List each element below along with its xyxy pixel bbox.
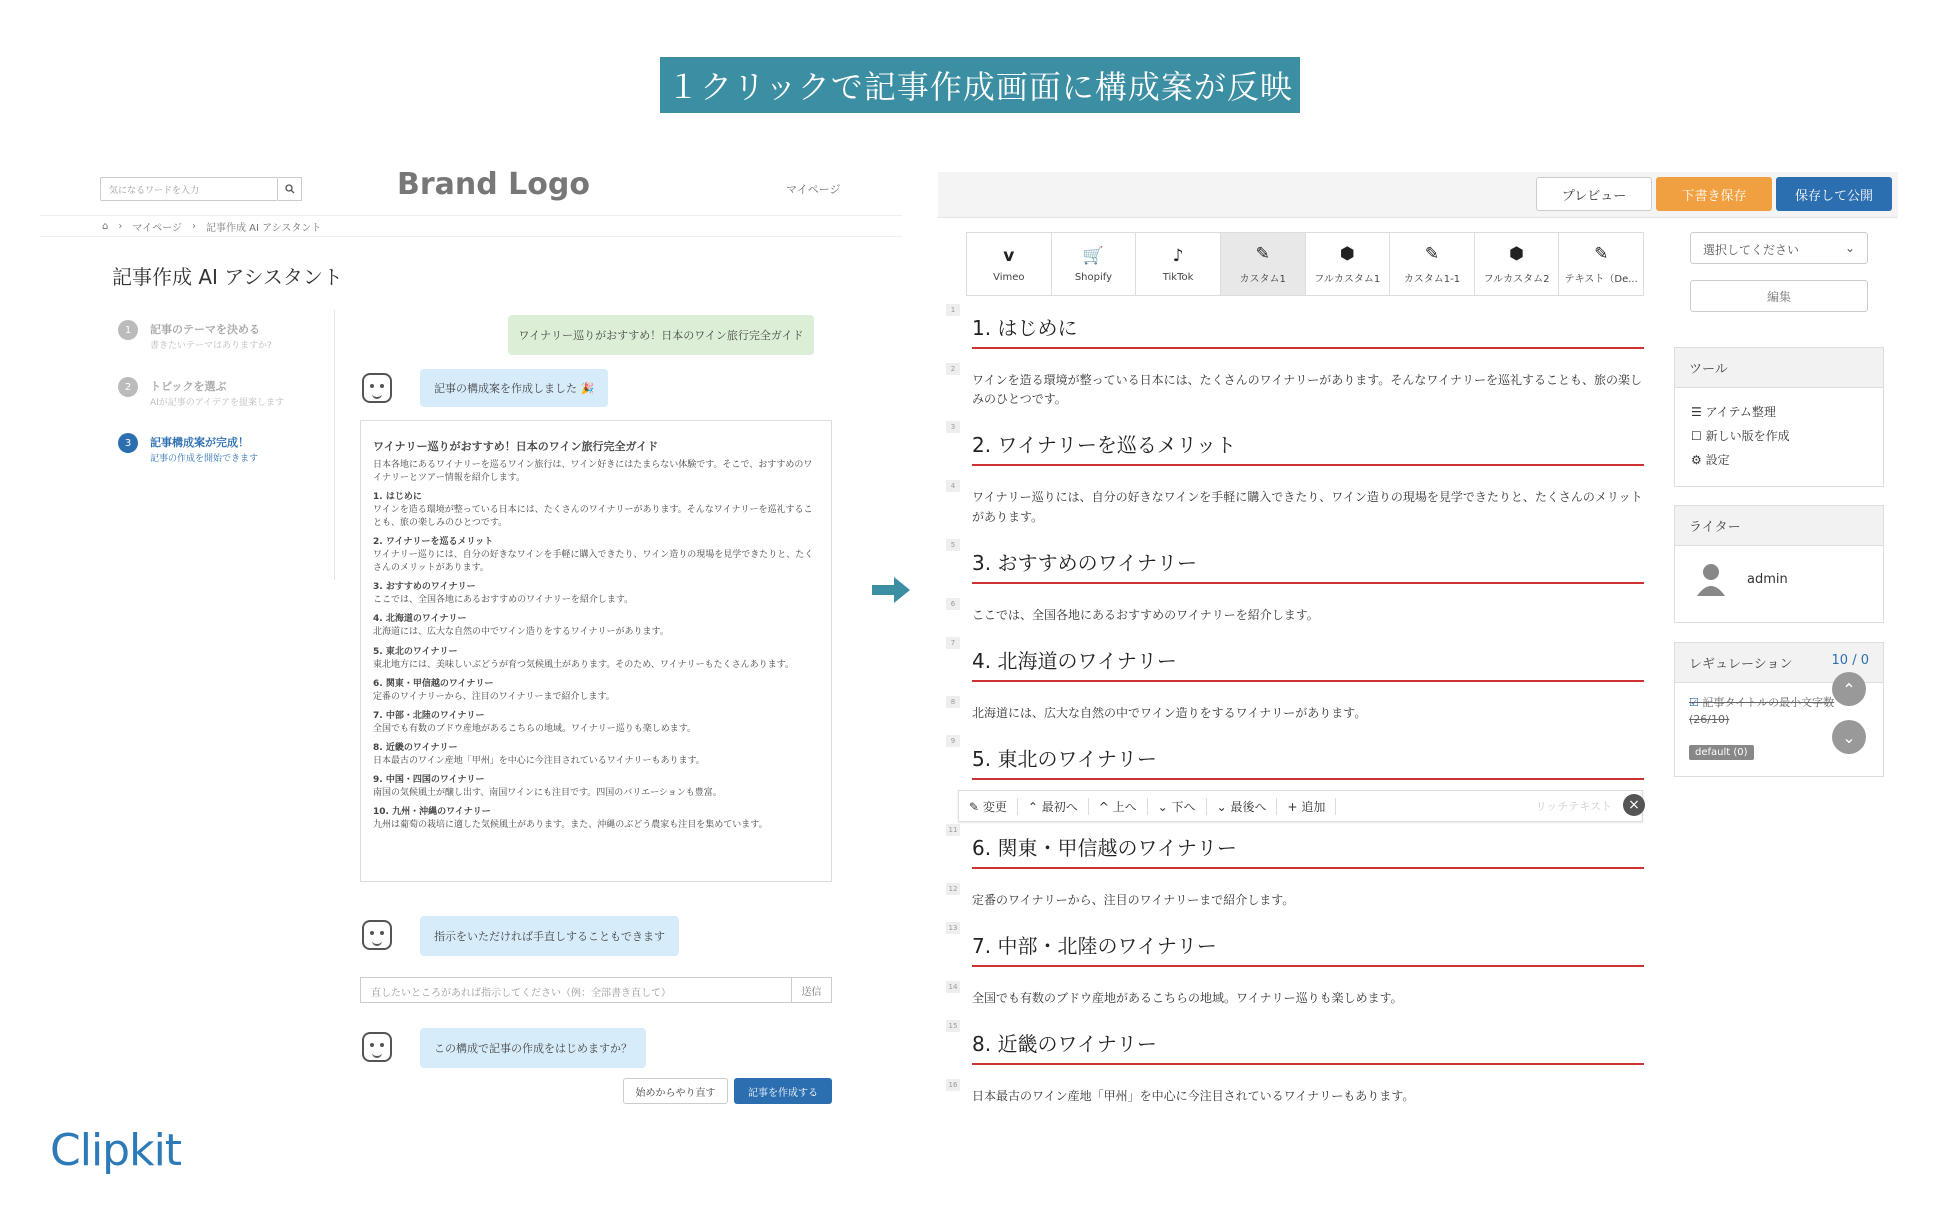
step-title: 記事のテーマを決める <box>150 323 260 336</box>
search-icon <box>285 184 295 194</box>
heading-text: 8. 近畿のワイナリー <box>972 1028 1644 1065</box>
text-block[interactable] <box>938 365 1644 409</box>
outline-section-heading: 2. ワイナリーを巡るメリット <box>373 537 494 548</box>
regulation-box <box>1674 642 1884 777</box>
step-number: 1 <box>118 320 138 340</box>
file-icon: ☐ <box>1691 429 1706 443</box>
outline-section-text: 北海道には、広大な自然の中でワイン造りをするワイナリーがあります。 <box>373 627 669 638</box>
step-sub: 書きたいテーマはありますか? <box>150 341 272 351</box>
outline-section-heading: 4. 北海道のワイナリー <box>373 614 467 625</box>
heading-block[interactable] <box>938 638 1644 682</box>
outline-box <box>360 420 832 882</box>
outline-section-text: 全国でも有数のブドウ産地があるこちらの地域。ワイナリー巡りも楽しめます。 <box>373 723 697 734</box>
heading-block[interactable] <box>938 924 1644 967</box>
block-number: 15 <box>946 1020 960 1032</box>
tool-8[interactable] <box>1559 233 1643 295</box>
heading-text: 3. おすすめのワイナリー <box>972 547 1644 584</box>
editor-blocks-lower <box>938 826 1644 1127</box>
paragraph-text: ワインを造る環境が整っている日本には、たくさんのワイナリーがあります。そんなワイナリーを巡礼することも、旅の楽しみのひとつです。 <box>972 373 1642 407</box>
tool-label: フルカスタム2 <box>1483 273 1550 285</box>
outline-title: ワイナリー巡りがおすすめ！日本のワイン旅行完全ガイド <box>373 440 659 453</box>
outline-section-heading: 3. おすすめのワイナリー <box>373 582 476 593</box>
heading-block[interactable] <box>938 737 1644 780</box>
tool-label: TikTok <box>1162 271 1194 283</box>
outline-section-text: ワイナリー巡りには、自分の好きなワインを手軽に購入できたり、ワイン造りの現場を見学できたりと、たくさんのメリットがあります。 <box>373 550 814 574</box>
heading-text: 1. はじめに <box>972 312 1644 349</box>
cube-icon: ⬢ <box>1339 243 1355 264</box>
outline-section-heading: 6. 関東・甲信越のワイナリー <box>373 678 494 689</box>
save-draft-button[interactable]: 下書き保存 <box>1656 177 1772 211</box>
settings-link[interactable]: ⚙ 設定 <box>1691 453 1730 467</box>
search-button[interactable] <box>278 177 302 201</box>
create-article-button[interactable]: 記事を作成する <box>734 1078 832 1104</box>
tool-2[interactable] <box>1052 233 1137 295</box>
new-version-link[interactable]: ☐ 新しい版を作成 <box>1691 429 1790 443</box>
search-input[interactable]: 気になるワードを入力 <box>100 177 278 201</box>
send-button[interactable]: 送信 <box>792 977 832 1003</box>
outline-section-heading: 9. 中国・四国のワイナリー <box>373 774 485 785</box>
breadcrumb-mypage[interactable]: マイページ <box>132 222 182 234</box>
heading-block[interactable] <box>938 540 1644 584</box>
tool-label: フルカスタム1 <box>1314 273 1381 285</box>
outline-sections <box>373 491 819 832</box>
bot-message: この構成で記事の作成をはじめますか？ <box>420 1028 646 1068</box>
tools-box <box>1674 347 1884 487</box>
outline-section-text: 九州は葡萄の栽培に適した気候風土があります。また、沖縄のぶどう農家も注目を集めています。 <box>373 820 768 831</box>
block-toolbar <box>958 790 1643 822</box>
outline-section-heading: 5. 東北のワイナリー <box>373 646 458 657</box>
block-number: 5 <box>946 539 960 551</box>
page-title: 記事作成 AI アシスタント <box>112 265 343 289</box>
step-sub: AIが記事のアイデアを提案します <box>150 398 285 408</box>
paragraph-text: 日本最古のワイン産地「甲州」を中心に今注目されているワイナリーもあります。 <box>972 1089 1415 1104</box>
tool-label: Shopify <box>1074 271 1113 283</box>
tool-5[interactable] <box>1306 233 1391 295</box>
regulation-title: レギュレーション <box>1689 657 1793 672</box>
tool-label: テキスト（De... <box>1564 273 1638 285</box>
bot-message: 記事の構成案を作成しました 🎉 <box>420 369 608 407</box>
edit-button[interactable]: 編集 <box>1690 280 1868 312</box>
heading-block[interactable] <box>938 306 1644 349</box>
outline-section-heading: 7. 中部・北陸のワイナリー <box>373 710 485 721</box>
restart-button[interactable]: 始めからやり直す <box>623 1078 728 1104</box>
step-title: トピックを選ぶ <box>150 380 227 393</box>
block-number: 9 <box>946 735 960 747</box>
brand-logo[interactable]: Brand Logo <box>397 167 590 202</box>
block-number: 2 <box>946 363 960 375</box>
home-icon[interactable]: ⌂ <box>102 220 109 232</box>
outline-section-text: 東北地方には、美味しいぶどうが育つ気候風土があります。そのため、ワイナリーもたくさんあります。 <box>373 659 794 670</box>
block-number: 13 <box>946 922 960 934</box>
text-block[interactable] <box>938 697 1644 723</box>
cart-icon: 🛒 <box>1082 245 1105 266</box>
bot-message: 指示をいただければ手直しすることもできます <box>420 916 679 956</box>
clipkit-logo: Clipkit <box>50 1125 182 1176</box>
regulation-item: ☑ 記事タイトルの最小文字数 (26/10) <box>1689 696 1835 726</box>
divider <box>334 310 335 580</box>
pencil-icon: ✎ <box>1594 243 1609 264</box>
regulation-count: 10 / 0 <box>1831 653 1869 668</box>
text-block[interactable] <box>938 599 1644 625</box>
tool-label: Vimeo <box>993 271 1025 283</box>
block-number: 8 <box>946 696 960 708</box>
heading-text: 5. 東北のワイナリー <box>972 743 1644 780</box>
category-select[interactable]: 選択してください ⌄ <box>1690 232 1868 264</box>
user-message: ワイナリー巡りがおすすめ！日本のワイン旅行完全ガイド <box>508 315 814 355</box>
banner-title: １クリックで記事作成画面に構成案が反映 <box>660 57 1300 113</box>
breadcrumb-current: 記事作成 AI アシスタント <box>205 222 322 234</box>
article-editor <box>938 172 1898 1132</box>
outline-section-heading: 8. 近畿のワイナリー <box>373 742 458 753</box>
step-number: 2 <box>118 377 138 397</box>
outline-section-text: 南国の気候風土が醸し出す、南国ワインにも注目です。四国のバリエーションも豊富。 <box>373 787 722 798</box>
vimeo-icon: v <box>1003 245 1015 266</box>
editor-blocks <box>938 306 1644 802</box>
tool-1[interactable] <box>967 233 1052 295</box>
block-number: 11 <box>946 824 960 836</box>
step-sub: 記事の作成を開始できます <box>150 454 259 464</box>
outline-section-text: 日本最古のワイン産地「甲州」を中心に今注目されているワイナリーもあります。 <box>373 755 705 766</box>
tool-label: カスタム1-1 <box>1403 273 1461 285</box>
paragraph-text: ワイナリー巡りには、自分の好きなワインを手軽に購入できたり、ワイン造りの現場を見学できたりと、たくさんのメリットがあります。 <box>972 490 1643 524</box>
scroll-up-icon[interactable]: ⌃ <box>1832 672 1866 706</box>
block-number: 7 <box>946 637 960 649</box>
block-add-button[interactable]: + 追加 <box>1277 798 1336 815</box>
text-block[interactable] <box>938 1081 1644 1106</box>
block-first-button[interactable]: ⌃ 最初へ <box>1018 798 1089 815</box>
gear-icon: ⚙ <box>1691 453 1706 467</box>
robot-icon <box>362 920 392 950</box>
breadcrumb: ⌂ › マイページ › 記事作成 AI アシスタント <box>40 215 902 237</box>
publish-button[interactable]: 保存して公開 <box>1776 177 1892 211</box>
block-number: 4 <box>946 480 960 492</box>
tool-4[interactable] <box>1221 233 1306 295</box>
text-block[interactable] <box>938 983 1644 1008</box>
scroll-down-icon[interactable]: ⌄ <box>1832 720 1866 754</box>
tool-label: カスタム1 <box>1239 273 1286 285</box>
arrow-right-icon <box>872 575 912 605</box>
outline-section-text: ここでは、全国各地にあるおすすめのワイナリーを紹介します。 <box>373 595 634 606</box>
chevron-down-icon: ⌄ <box>1844 241 1855 255</box>
text-block[interactable] <box>938 482 1644 526</box>
heading-block[interactable] <box>938 1022 1644 1065</box>
tool-7[interactable] <box>1475 233 1560 295</box>
editor-topbar <box>938 172 1898 218</box>
tiktok-icon: ♪ <box>1172 245 1184 266</box>
paragraph-text: 北海道には、広大な自然の中でワイン造りをするワイナリーがあります。 <box>972 705 1367 720</box>
heading-block[interactable] <box>938 423 1644 466</box>
step-title: 記事構成案が完成！ <box>150 436 249 449</box>
pencil-icon: ✎ <box>1255 243 1270 264</box>
block-number: 12 <box>946 883 960 895</box>
writer-box <box>1674 505 1884 623</box>
block-last-button[interactable]: ⌄ 最後へ <box>1207 798 1278 815</box>
pencil-icon: ✎ <box>1424 243 1440 264</box>
tools-title: ツール <box>1675 348 1883 388</box>
tool-6[interactable] <box>1390 233 1475 295</box>
heading-block[interactable] <box>938 826 1644 869</box>
heading-text: 6. 関東・甲信越のワイナリー <box>972 832 1644 869</box>
outline-section-heading: 10. 九州・沖縄のワイナリー <box>373 806 491 817</box>
robot-icon <box>362 373 392 403</box>
block-change-button[interactable]: ✎ 変更 <box>959 798 1018 815</box>
writer-name: admin <box>1747 571 1788 587</box>
block-number: 14 <box>946 981 960 993</box>
block-number: 6 <box>946 598 960 610</box>
paragraph-text: 全国でも有数のブドウ産地があるこちらの地域。ワイナリー巡りも楽しめます。 <box>972 991 1403 1006</box>
list-icon: ☰ <box>1691 405 1706 419</box>
default-badge: default (0) <box>1689 745 1754 760</box>
close-icon[interactable]: × <box>1623 794 1645 816</box>
block-type-label: リッチテキスト <box>1535 800 1612 813</box>
avatar <box>1695 562 1727 596</box>
block-up-button[interactable]: ^ 上へ <box>1089 798 1148 815</box>
robot-icon <box>362 1032 392 1062</box>
step-number: 3 <box>118 433 138 453</box>
writer-title: ライター <box>1675 506 1883 546</box>
checkbox-checked-icon: ☑ <box>1689 696 1703 709</box>
heading-text: 4. 北海道のワイナリー <box>972 645 1644 682</box>
heading-text: 2. ワイナリーを巡るメリット <box>972 429 1644 466</box>
tool-3[interactable] <box>1136 233 1221 295</box>
block-number: 16 <box>946 1079 960 1091</box>
organize-items-link[interactable]: ☰ アイテム整理 <box>1691 405 1776 419</box>
paragraph-text: 定番のワイナリーから、注目のワイナリーまで紹介します。 <box>972 893 1295 907</box>
cube-icon: ⬢ <box>1509 243 1524 264</box>
text-block[interactable] <box>938 885 1644 910</box>
paragraph-text: ここでは、全国各地にあるおすすめのワイナリーを紹介します。 <box>972 607 1319 622</box>
block-number: 3 <box>946 421 960 433</box>
outline-intro: 日本各地にあるワイナリーを巡るワイン旅行は、ワイン好きにはたまらない体験です。そこで、おすすめのワイナリーとツアー情報を紹介します。 <box>373 459 813 483</box>
ai-assistant-panel <box>40 165 902 1105</box>
block-down-button[interactable]: ⌄ 下へ <box>1148 798 1207 815</box>
instruction-input[interactable]: 直したいところがあれば指示してください（例：全部書き直して） <box>360 977 792 1003</box>
outline-section-text: 定番のワイナリーから、注目のワイナリーまで紹介します。 <box>373 691 615 702</box>
block-number: 1 <box>946 304 960 316</box>
outline-section-text: ワインを造る環境が整っている日本には、たくさんのワイナリーがあります。そんなワイナリーを巡礼することも、旅の楽しみのひとつです。 <box>373 505 813 529</box>
outline-section-heading: 1. はじめに <box>373 492 422 503</box>
mypage-link[interactable]: マイページ <box>786 183 841 196</box>
preview-button[interactable]: プレビュー <box>1536 177 1652 211</box>
heading-text: 7. 中部・北陸のワイナリー <box>972 930 1644 967</box>
block-tool-palette <box>966 232 1644 296</box>
